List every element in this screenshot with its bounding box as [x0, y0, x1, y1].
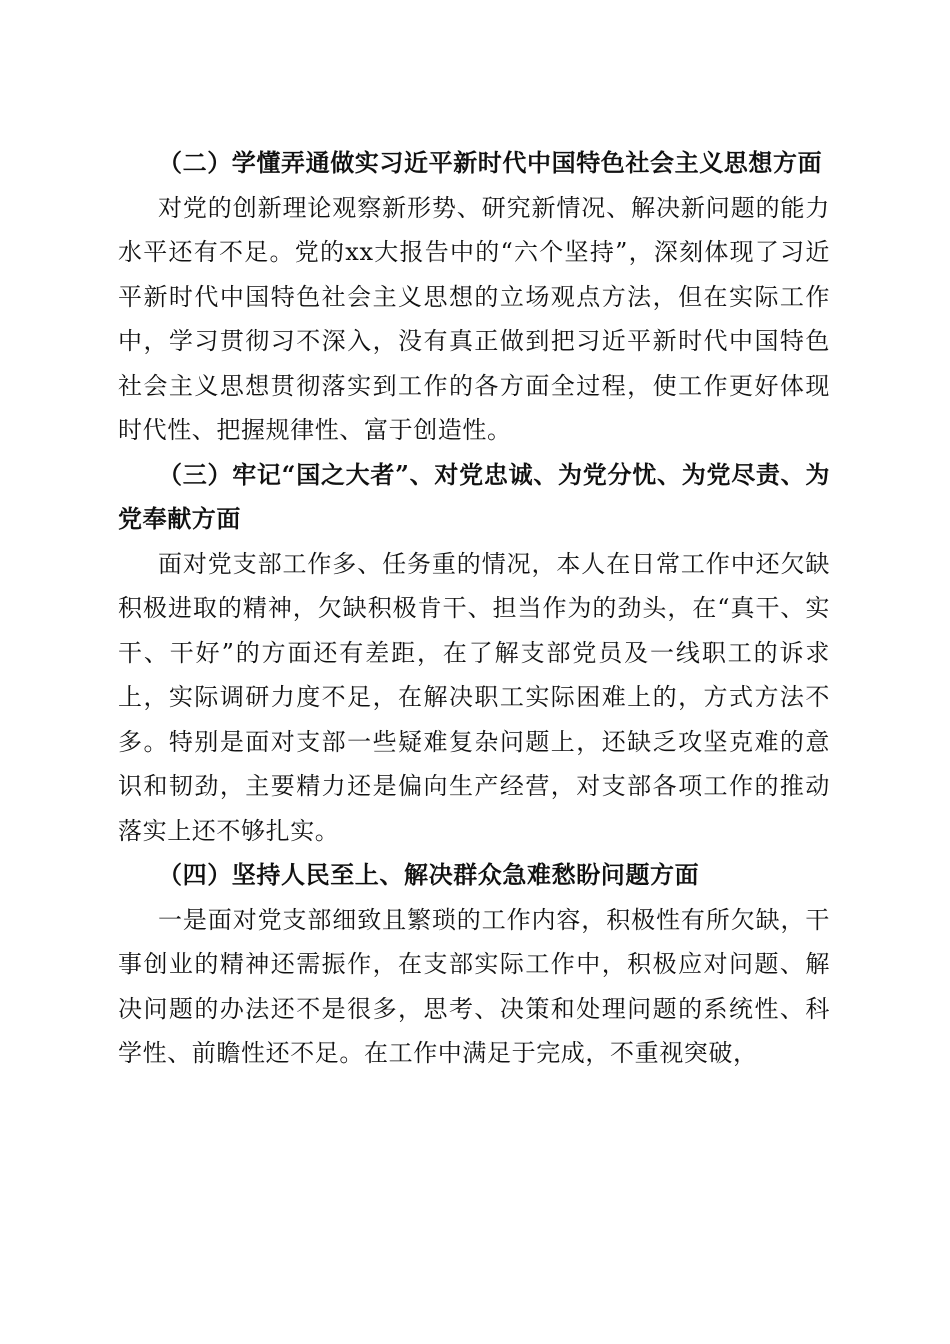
section-heading-4: （四）坚持人民至上、解决群众急难愁盼问题方面 [158, 860, 700, 889]
document-body [118, 141, 830, 1076]
section-paragraph-3: 面对党支部工作多、任务重的情况，本人在日常工作中还欠缺积极进取的精神，欠缺积极肯干、担当作为的劲头，在“真干、实干、干好”的方面还有差距，在了解支部党员及一线职工的诉求上，实际调研力度不足，在解决职工实际困难上的，方式方法不多。特别是面对支部一些疑难复杂问题上，还缺乏攻坚克难的意识和韧劲，主要精力还是偏向生产经营，对支部各项工作的推动落实上还不够扎实。 [118, 549, 830, 845]
section-heading-2: （二）学懂弄通做实习近平新时代中国特色社会主义思想方面 [158, 148, 823, 177]
section-paragraph-4: 一是面对党支部细致且繁琐的工作内容，积极性有所欠缺，干事创业的精神还需振作，在支部实际工作中，积极应对问题、解决问题的办法还不是很多，思考、决策和处理问题的系统性、科学性、前瞻性还不足。在工作中满足于完成，不重视突破， [118, 905, 830, 1067]
section-paragraph-2: 对党的创新理论观察新形势、研究新情况、解决新问题的能力水平还有不足。党的xx大报告中的“六个坚持”，深刻体现了习近平新时代中国特色社会主义思想的立场观点方法，但在实际工作中，学习贯彻习不深入，没有真正做到把习近平新时代中国特色社会主义思想贯彻落实到工作的各方面全过程，使工作更好体现时代性、把握规律性、富于创造性。 [118, 193, 830, 444]
section-heading-3: （三）牢记“国之大者”、对党忠诚、为党分忧、为党尽责、为党奉献方面 [118, 459, 830, 533]
